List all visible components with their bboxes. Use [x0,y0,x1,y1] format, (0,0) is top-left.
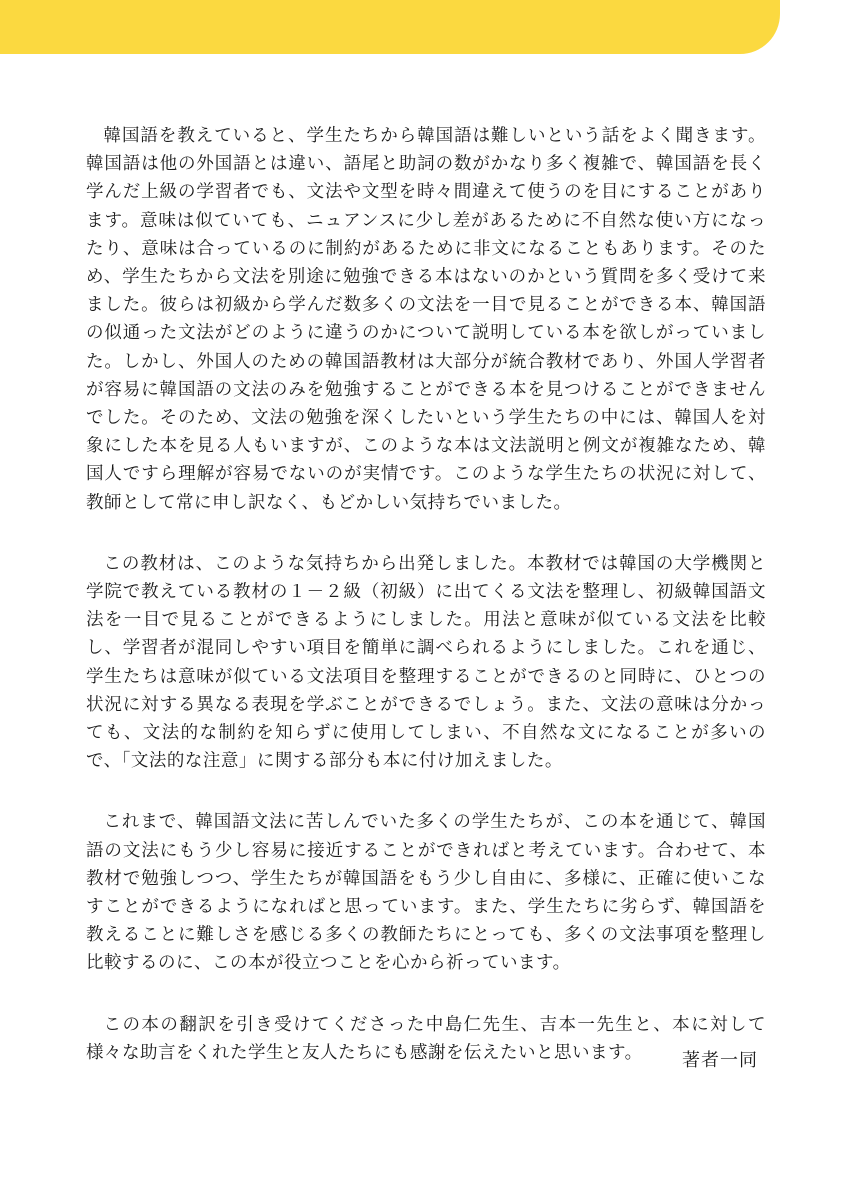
paragraph-1: 韓国語を教えていると、学生たちから韓国語は難しいという話をよく聞きます。韓国語は他の外国語とは違い、語尾と助詞の数がかなり多く複雑で、韓国語を長く学んだ上級の学習者でも、文法や文型を時々間違えて使うのを目にすることがあります。意味は似ていても、ニュアンスに少し差があるために不自然な使い方になったり、意味は合っているのに制約があるために非文になることもあります。そのため、学生たちから文法を別途に勉強できる本はないのかという質問を多く受けて来ました。彼らは初級から学んだ数多くの文法を一目で見ることができる本、韓国語の似通った文法がどのように違うのかについて説明している本を欲しがっていました。しかし、外国人のための韓国語教材は大部分が統合教材であり、外国人学習者が容易に韓国語の文法のみを勉強することができる本を見つけることができませんでした。そのため、文法の勉強を深くしたいという学生たちの中には、韓国人を対象にした本を見る人もいますが、このような本は文法説明と例文が複雑なため、韓国人ですら理解が容易でないのが実情です。このような学生たちの状況に対して、教師として常に申し訳なく、もどかしい気持ちでいました。 [86,126,766,513]
paragraph-2: この教材は、このような気持ちから出発しました。本教材では韓国の大学機関と学院で教えている教材の１－２級（初級）に出てくる文法を整理し、初級韓国語文法を一目で見ることができるようにしました。用法と意味が似ている文法を比較し、学習者が混同しやすい項目を簡単に調べられるようにしました。これを通じ、学生たちは意味が似ている文法項目を整理することができるのと同時に、ひとつの状況に対する異なる表現を学ぶことができるでしょう。また、文法の意味は分かっても、文法的な制約を知らずに使用してしまい、不自然な文になることが多いので、「文法的な注意」に関する部分も本に付け加えました。 [86,553,766,772]
preface-body [86,122,766,1091]
top-banner-decoration [0,0,780,54]
paragraph-4: この本の翻訳を引き受けてくださった中島仁先生、吉本一先生と、本に対して様々な助言をくれた学生と友人たちにも感謝を伝えたいと思います。 [86,1014,766,1063]
paragraph-3: これまで、韓国語文法に苦しんでいた多くの学生たちが、この本を通じて、韓国語の文法にもう少し容易に接近することができればと考えています。合わせて、本教材で勉強しつつ、学生たちが韓国語をもう少し自由に、多様に、正確に使いこなすことができるようになればと思っています。また、学生たちに劣らず、韓国語を教えることに難しさを感じる多くの教師たちにとっても、多くの文法事項を整理し比較するのに、この本が役立つことを心から祈っています。 [86,812,766,974]
author-signature: 著者一同 [682,1050,758,1071]
